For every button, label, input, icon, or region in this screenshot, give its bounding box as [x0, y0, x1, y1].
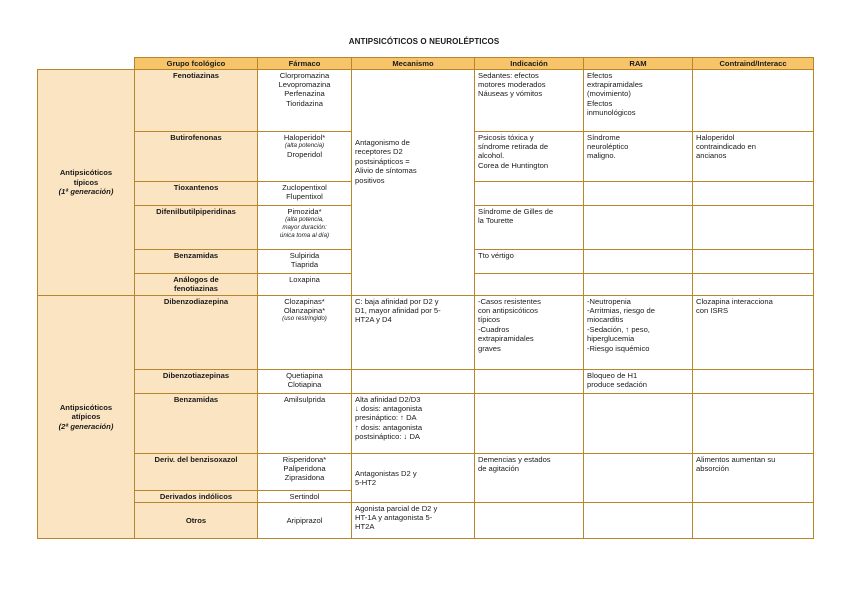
drug-cell: Zuclopentixol Flupentixol — [258, 182, 352, 206]
table-row — [38, 296, 814, 370]
header-contra: Contraind/Interacc — [693, 58, 814, 70]
group-cell: Deriv. del benzisoxazol — [135, 454, 258, 491]
mechanism-cell: Agonista parcial de D2 y HT-1A y antagonista 5- HT2A — [352, 503, 475, 539]
mechanism-cell — [352, 370, 475, 394]
ram-cell — [584, 274, 693, 296]
indication-cell: Demencias y estados de agitación — [475, 454, 584, 503]
drug-cell: Sulpirida Tiaprida — [258, 250, 352, 274]
group-cell: Butirofenonas — [135, 132, 258, 182]
mechanism-cell: Antagonismo de receptores D2 postsinápticos = Alivio de síntomas positivos — [352, 70, 475, 296]
group-cell: Análogos de fenotiazinas — [135, 274, 258, 296]
indication-cell: Síndrome de Gilles de la Tourette — [475, 206, 584, 250]
header-group: Grupo fcológico — [135, 58, 258, 70]
indication-cell — [475, 503, 584, 539]
group-cell: Derivados indólicos — [135, 491, 258, 503]
drug-cell: Quetiapina Clotiapina — [258, 370, 352, 394]
drug-cell: Amilsulprida — [258, 394, 352, 454]
drug-cell: Sertindol — [258, 491, 352, 503]
ram-cell — [584, 206, 693, 250]
mechanism-cell: Antagonistas D2 y 5-HT2 — [352, 454, 475, 503]
contra-cell — [693, 182, 814, 206]
indication-cell: Sedantes: efectos motores moderados Náuseas y vómitos — [475, 70, 584, 132]
group-cell: Difenilbutilpiperidinas — [135, 206, 258, 250]
drug-cell: Clorpromazina Levopromazina Perfenazina Tioridazina — [258, 70, 352, 132]
ram-cell — [584, 503, 693, 539]
ram-cell — [584, 394, 693, 454]
table-row — [38, 454, 814, 491]
indication-cell: Psicosis tóxica y síndrome retirada de alcohol. Corea de Huntington — [475, 132, 584, 182]
drug-cell: Loxapina — [258, 274, 352, 296]
header-indication: Indicación — [475, 58, 584, 70]
table-row — [38, 370, 814, 394]
contra-cell — [693, 503, 814, 539]
typical-category: Antipsicóticos típicos (1ª generación) — [38, 70, 135, 296]
header-mechanism: Mecanismo — [352, 58, 475, 70]
mechanism-cell: Alta afinidad D2/D3 ↓ dosis: antagonista presináptico: ↑ DA ↑ dosis: antagonista postsináptico: ↓ DA — [352, 394, 475, 454]
antipsychotics-table — [37, 57, 814, 539]
contra-cell — [693, 394, 814, 454]
contra-cell: Clozapina interacciona con ISRS — [693, 296, 814, 370]
table-row — [38, 70, 814, 132]
contra-cell — [693, 250, 814, 274]
group-cell: Dibenzodiazepina — [135, 296, 258, 370]
atypical-category: Antipsicóticos atípicos (2ª generación) — [38, 296, 135, 539]
indication-cell — [475, 274, 584, 296]
table-row — [38, 503, 814, 539]
header-row — [38, 58, 814, 70]
contra-cell — [693, 274, 814, 296]
ram-cell: Bloqueo de H1 produce sedación — [584, 370, 693, 394]
ram-cell — [584, 250, 693, 274]
ram-cell: Efectos extrapiramidales (movimiento) Efectos inmunológicos — [584, 70, 693, 132]
header-ram: RAM — [584, 58, 693, 70]
drug-cell: Haloperidol* (alta potencia) Droperidol — [258, 132, 352, 182]
drug-cell: Risperidona* Paliperidona Ziprasidona — [258, 454, 352, 491]
drug-cell: Pimozida* (alta potencia, mayor duración: única toma al día) — [258, 206, 352, 250]
table-row — [38, 394, 814, 454]
group-cell: Benzamidas — [135, 394, 258, 454]
group-cell: Otros — [135, 503, 258, 539]
contra-cell — [693, 70, 814, 132]
group-cell: Dibenzotiazepinas — [135, 370, 258, 394]
indication-cell — [475, 182, 584, 206]
contra-cell: Alimentos aumentan su absorción — [693, 454, 814, 503]
drug-cell: Clozapinas* Olanzapina* (uso restringido) — [258, 296, 352, 370]
group-cell: Fenotiazinas — [135, 70, 258, 132]
indication-cell — [475, 394, 584, 454]
indication-cell — [475, 370, 584, 394]
contra-cell: Haloperidol contraindicado en ancianos — [693, 132, 814, 182]
indication-cell: Tto vértigo — [475, 250, 584, 274]
ram-cell: Síndrome neuroléptico maligno. — [584, 132, 693, 182]
group-cell: Benzamidas — [135, 250, 258, 274]
contra-cell — [693, 370, 814, 394]
drug-cell: Aripiprazol — [258, 503, 352, 539]
header-drug: Fármaco — [258, 58, 352, 70]
contra-cell — [693, 206, 814, 250]
ram-cell — [584, 182, 693, 206]
ram-cell — [584, 454, 693, 503]
indication-cell: -Casos resistentes con antipsicóticos típicos -Cuadros extrapiramidales graves — [475, 296, 584, 370]
mechanism-cell: C: baja afinidad por D2 y D1, mayor afinidad por 5- HT2A y D4 — [352, 296, 475, 370]
header-blank — [38, 58, 135, 70]
page-title: ANTIPSICÓTICOS O NEUROLÉPTICOS — [348, 37, 500, 46]
ram-cell: -Neutropenia -Arritmias, riesgo de miocarditis -Sedación, ↑ peso, hiperglucemia -Riesgo isquémico — [584, 296, 693, 370]
group-cell: Tioxantenos — [135, 182, 258, 206]
